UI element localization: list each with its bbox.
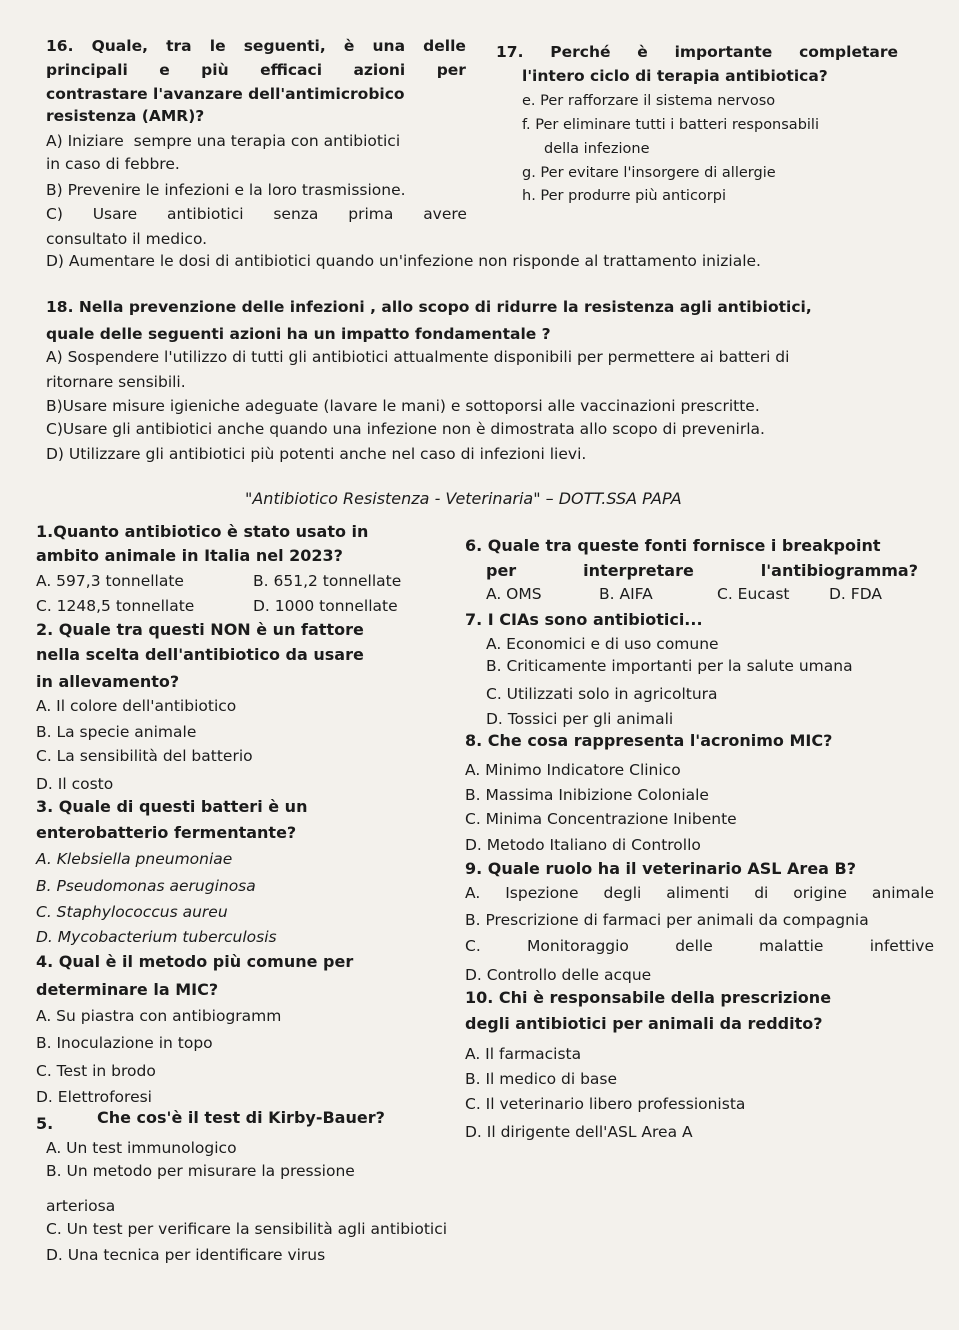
q4-title-line1: 4. Qual è il metodo più comune per: [36, 952, 354, 971]
q5-number: 5.: [36, 1114, 54, 1133]
q6-option-d: D. FDA: [829, 585, 882, 603]
q7-option-c: C. Utilizzati solo in agricoltura: [486, 685, 718, 703]
q8-title: 8. Che cosa rappresenta l'acronimo MIC?: [465, 731, 833, 750]
q5-option-b-cont: arteriosa: [46, 1197, 116, 1215]
q9-option-c: C. Monitoraggio delle malattie infettive: [465, 937, 934, 955]
q16-option-c: C) Usare antibiotici senza prima avere: [46, 205, 467, 223]
q2-option-d: D. Il costo: [36, 775, 114, 793]
q10-option-a: A. Il farmacista: [465, 1045, 582, 1063]
q18-option-b: B)Usare misure igieniche adeguate (lavare le mani) e sottoporsi alle vaccinazioni prescritte.: [46, 397, 760, 415]
q18-option-a-cont: ritornare sensibili.: [46, 373, 186, 391]
q17-option-h: h. Per produrre più anticorpi: [522, 188, 726, 204]
q18-option-c: C)Usare gli antibiotici anche quando una infezione non è dimostrata allo scopo di prevenirla.: [46, 420, 765, 438]
q4-option-b: B. Inoculazione in topo: [36, 1034, 213, 1052]
q1-title-line2: ambito animale in Italia nel 2023?: [36, 546, 343, 565]
q9-option-b: B. Prescrizione di farmaci per animali da compagnia: [465, 911, 869, 929]
q17-option-g: g. Per evitare l'insorgere di allergie: [522, 165, 776, 181]
q3-title-line1: 3. Quale di questi batteri è un: [36, 797, 308, 816]
q7-option-a: A. Economici e di uso comune: [486, 635, 719, 653]
q10-title-line2: degli antibiotici per animali da reddito?: [465, 1014, 823, 1033]
q17-option-f: f. Per eliminare tutti i batteri responsabili: [522, 117, 819, 133]
q10-option-d: D. Il dirigente dell'ASL Area A: [465, 1123, 693, 1141]
q1-option-d: D. 1000 tonnellate: [253, 597, 398, 615]
q16-title-line1: 16. Quale, tra le seguenti, è una delle: [46, 37, 466, 55]
q8-option-d: D. Metodo Italiano di Controllo: [465, 836, 701, 854]
q17-title-line2: l'intero ciclo di terapia antibiotica?: [522, 67, 828, 85]
q2-title-line2: nella scelta dell'antibiotico da usare: [36, 645, 364, 664]
q9-option-a: A. Ispezione degli alimenti di origine animale: [465, 884, 934, 902]
q4-title-line2: determinare la MIC?: [36, 980, 219, 999]
q18-option-d: D) Utilizzare gli antibiotici più potenti anche nel caso di infezioni lievi.: [46, 445, 587, 463]
q4-option-d: D. Elettroforesi: [36, 1088, 152, 1106]
q7-title: 7. I CIAs sono antibiotici...: [465, 610, 703, 629]
q9-option-d: D. Controllo delle acque: [465, 966, 652, 984]
q3-title-line2: enterobatterio fermentante?: [36, 823, 297, 842]
q6-title-line2: per interpretare l'antibiogramma?: [486, 561, 918, 580]
q1-title-line1: 1.Quanto antibiotico è stato usato in: [36, 522, 369, 541]
q1-option-b: B. 651,2 tonnellate: [253, 572, 402, 590]
q4-option-a: A. Su piastra con antibiogramm: [36, 1007, 282, 1025]
q16-title-line3: contrastare l'avanzare dell'antimicrobico: [46, 85, 405, 103]
q16-option-c-cont: consultato il medico.: [46, 230, 208, 248]
q3-option-a: A. Klebsiella pneumoniae: [36, 850, 233, 868]
q17-title-line1: 17. Perché è importante completare: [496, 43, 898, 61]
q1-option-a: A. 597,3 tonnellate: [36, 572, 184, 590]
q16-title-line2: principali e più efficaci azioni per: [46, 61, 466, 79]
q6-option-a: A. OMS: [486, 585, 542, 603]
q7-option-b: B. Criticamente importanti per la salute umana: [486, 657, 853, 675]
q5-option-a: A. Un test immunologico: [46, 1139, 237, 1157]
q3-option-d: D. Mycobacterium tuberculosis: [36, 928, 277, 946]
q17-option-f-cont: della infezione: [544, 141, 650, 157]
q3-option-b: B. Pseudomonas aeruginosa: [36, 877, 256, 895]
q6-option-c: C. Eucast: [717, 585, 790, 603]
q2-option-b: B. La specie animale: [36, 723, 197, 741]
q4-option-c: C. Test in brodo: [36, 1062, 156, 1080]
q18-title-line1: 18. Nella prevenzione delle infezioni , allo scopo di ridurre la resistenza agli antibiotici,: [46, 298, 812, 316]
q6-title-line1: 6. Quale tra queste fonti fornisce i breakpoint: [465, 536, 881, 555]
q5-option-c: C. Un test per verificare la sensibilità agli antibiotici: [46, 1220, 448, 1238]
q8-option-c: C. Minima Concentrazione Inibente: [465, 810, 737, 828]
q18-option-a: A) Sospendere l'utilizzo di tutti gli antibiotici attualmente disponibili per permettere ai batteri di: [46, 348, 790, 366]
q6-option-b: B. AIFA: [599, 585, 653, 603]
q16-option-b: B) Prevenire le infezioni e la loro trasmissione.: [46, 181, 406, 199]
q1-option-c: C. 1248,5 tonnellate: [36, 597, 195, 615]
q2-title-line1: 2. Quale tra questi NON è un fattore: [36, 620, 364, 639]
q10-option-c: C. Il veterinario libero professionista: [465, 1095, 746, 1113]
q16-option-a: A) Iniziare sempre una terapia con antibiotici: [46, 132, 401, 150]
q16-option-d: D) Aumentare le dosi di antibiotici quando un'infezione non risponde al trattamento iniziale.: [46, 252, 761, 270]
q10-option-b: B. Il medico di base: [465, 1070, 618, 1088]
q7-option-d: D. Tossici per gli animali: [486, 710, 674, 728]
q2-title-line3: in allevamento?: [36, 672, 180, 691]
q3-option-c: C. Staphylococcus aureu: [36, 903, 228, 921]
q18-title-line2: quale delle seguenti azioni ha un impatto fondamentale ?: [46, 325, 551, 343]
section-title: "Antibiotico Resistenza - Veterinaria" – DOTT.SSA PAPA: [245, 489, 682, 508]
q2-option-c: C. La sensibilità del batterio: [36, 747, 253, 765]
q5-option-d: D. Una tecnica per identificare virus: [46, 1246, 326, 1264]
q8-option-a: A. Minimo Indicatore Clinico: [465, 761, 681, 779]
q2-option-a: A. Il colore dell'antibiotico: [36, 697, 237, 715]
q16-option-a-cont: in caso di febbre.: [46, 155, 180, 173]
q5-option-b: B. Un metodo per misurare la pressione: [46, 1162, 355, 1180]
q16-title-line4: resistenza (AMR)?: [46, 107, 205, 125]
q5-title: Che cos'è il test di Kirby-Bauer?: [97, 1108, 385, 1127]
q17-option-e: e. Per rafforzare il sistema nervoso: [522, 93, 776, 109]
q9-title: 9. Quale ruolo ha il veterinario ASL Area B?: [465, 859, 857, 878]
q8-option-b: B. Massima Inibizione Coloniale: [465, 786, 709, 804]
q10-title-line1: 10. Chi è responsabile della prescrizione: [465, 988, 832, 1007]
